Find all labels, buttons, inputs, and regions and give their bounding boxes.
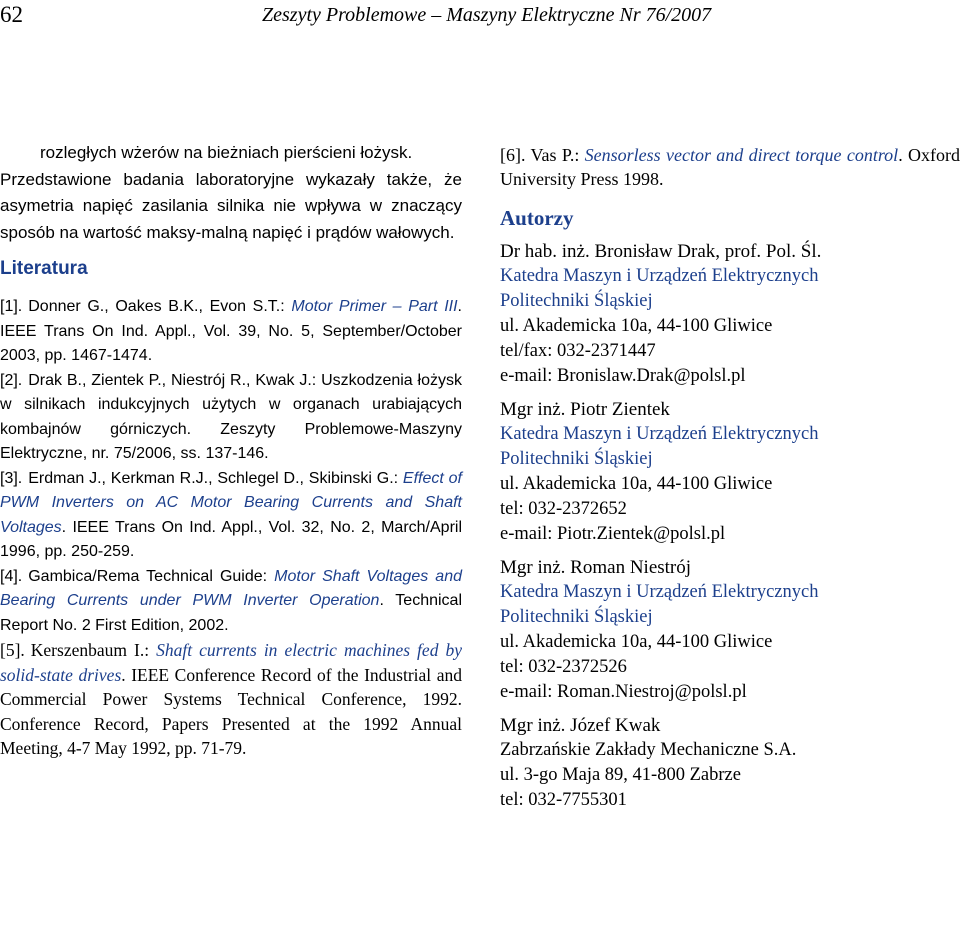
author-institution: Politechniki Śląskiej	[500, 607, 653, 627]
reference-item	[0, 638, 462, 761]
author-name: Mgr inż. Piotr Zientek	[500, 399, 670, 420]
author-block	[500, 713, 960, 813]
author-name: Dr hab. inż. Bronisław Drak, prof. Pol. Śl.	[500, 241, 822, 262]
reference-label: [2].	[0, 371, 23, 389]
author-institution: Politechniki Śląskiej	[500, 291, 653, 311]
author-address: ul. Akademicka 10a, 44-100 Gliwice	[500, 316, 773, 336]
intro-paragraph: rozległych wżerów na bieżniach pierścieni łożysk.	[40, 143, 413, 162]
author-block	[500, 555, 960, 705]
reference-title: Shaft currents in electric machines fed by solid-state drives	[0, 640, 462, 685]
reference-details: Uszkodzenia łożysk w silnikach indukcyjnych użytych w organach urabiających kombajnów górniczych. Zeszyty Problemowe-Maszyny Elektryczne, nr. 75/2006, ss. 137-146.	[0, 371, 463, 463]
reference-details: . Oxford University Press 1998.	[500, 145, 960, 189]
author-address: ul. Akademicka 10a, 44-100 Gliwice	[500, 474, 773, 494]
reference-authors: Vas P.:	[530, 145, 585, 165]
reference-authors: Donner G., Oakes B.K., Evon S.T.:	[28, 298, 292, 316]
running-head: Zeszyty Problemowe – Maszyny Elektryczne Nr 76/2007	[262, 4, 712, 26]
author-email: e-mail: Roman.Niestroj@polsl.pl	[500, 682, 747, 702]
reference-details: . IEEE Conference Record of the Industrial and Commercial Power Systems Technical Conference, 1992. Conference Record, Papers Presented at the 1992 Annual Meeting, 4-7 May 1992, pp. 71-79.	[0, 664, 463, 759]
conclusion-paragraph: Przedstawione badania laboratoryjne wykazały także, że asymetria napięć zasilania silnika nie wpływa w znaczący sposób na wartość maksy-malną napięć i prądów wałowych.	[0, 169, 462, 242]
author-phone: tel: 032-2372652	[500, 499, 627, 519]
right-column	[500, 143, 960, 821]
reference-label: [1].	[0, 298, 23, 316]
reference-item	[0, 565, 462, 639]
reference-label: [5].	[0, 640, 25, 661]
reference-authors: Erdman J., Kerkman R.J., Schlegel D., Skibinski G.:	[28, 469, 403, 487]
reference-label: [4].	[0, 567, 23, 585]
page-number: 62	[0, 2, 23, 27]
author-phone: tel/fax: 032-2371447	[500, 341, 656, 361]
author-institution: Katedra Maszyn i Urządzeń Elektrycznych	[500, 582, 819, 602]
author-block	[500, 239, 960, 389]
reference-list	[0, 295, 462, 761]
reference-details: . IEEE Trans On Ind. Appl., Vol. 32, No. 2, March/April 1996, pp. 250-259.	[0, 518, 462, 561]
reference-label: [3].	[0, 469, 23, 487]
author-institution: Katedra Maszyn i Urządzeń Elektrycznych	[500, 266, 819, 286]
reference-title: Motor Shaft Voltages and Bearing Currents under PWM Inverter Operation	[0, 567, 462, 610]
reference-details: . Technical Report No. 2 First Edition, 2002.	[0, 592, 462, 634]
reference-item	[0, 467, 462, 565]
author-address: ul. Akademicka 10a, 44-100 Gliwice	[500, 632, 773, 652]
reference-authors: Gambica/Rema Technical Guide:	[28, 567, 275, 585]
author-name: Mgr inż. Józef Kwak	[500, 715, 661, 736]
author-email: e-mail: Piotr.Zientek@polsl.pl	[500, 524, 726, 544]
author-address: ul. 3-go Maja 89, 41-800 Zabrze	[500, 765, 741, 785]
reference-authors: Kerszenbaum I.:	[30, 640, 157, 661]
author-email: e-mail: Bronislaw.Drak@polsl.pl	[500, 366, 746, 386]
authors-heading: Autorzy	[500, 206, 574, 230]
reference-title: Sensorless vector and direct torque control	[584, 145, 899, 165]
author-institution: Politechniki Śląskiej	[500, 449, 653, 469]
author-name: Mgr inż. Roman Niestrój	[500, 557, 692, 578]
reference-item	[0, 295, 462, 369]
reference-item	[500, 143, 960, 191]
author-institution: Zabrzańskie Zakłady Mechaniczne S.A.	[500, 740, 797, 760]
page-header	[0, 0, 960, 40]
reference-label: [6].	[500, 145, 526, 165]
author-block	[500, 397, 960, 547]
author-phone: tel: 032-2372526	[500, 657, 627, 677]
author-phone: tel: 032-7755301	[500, 790, 627, 810]
reference-title: Motor Primer – Part III	[291, 298, 458, 316]
reference-item	[0, 369, 462, 467]
literature-heading: Literatura	[0, 258, 88, 280]
reference-details: . IEEE Trans On Ind. Appl., Vol. 39, No. 5, September/October 2003, pp. 1467-1474.	[0, 298, 462, 365]
reference-authors: Drak B., Zientek P., Niestrój R., Kwak J.:	[28, 371, 322, 389]
left-column	[0, 140, 462, 761]
reference-title: Effect of PWM Inverters on AC Motor Bearing Currents and Shaft Voltages	[0, 469, 462, 536]
author-institution: Katedra Maszyn i Urządzeń Elektrycznych	[500, 424, 819, 444]
